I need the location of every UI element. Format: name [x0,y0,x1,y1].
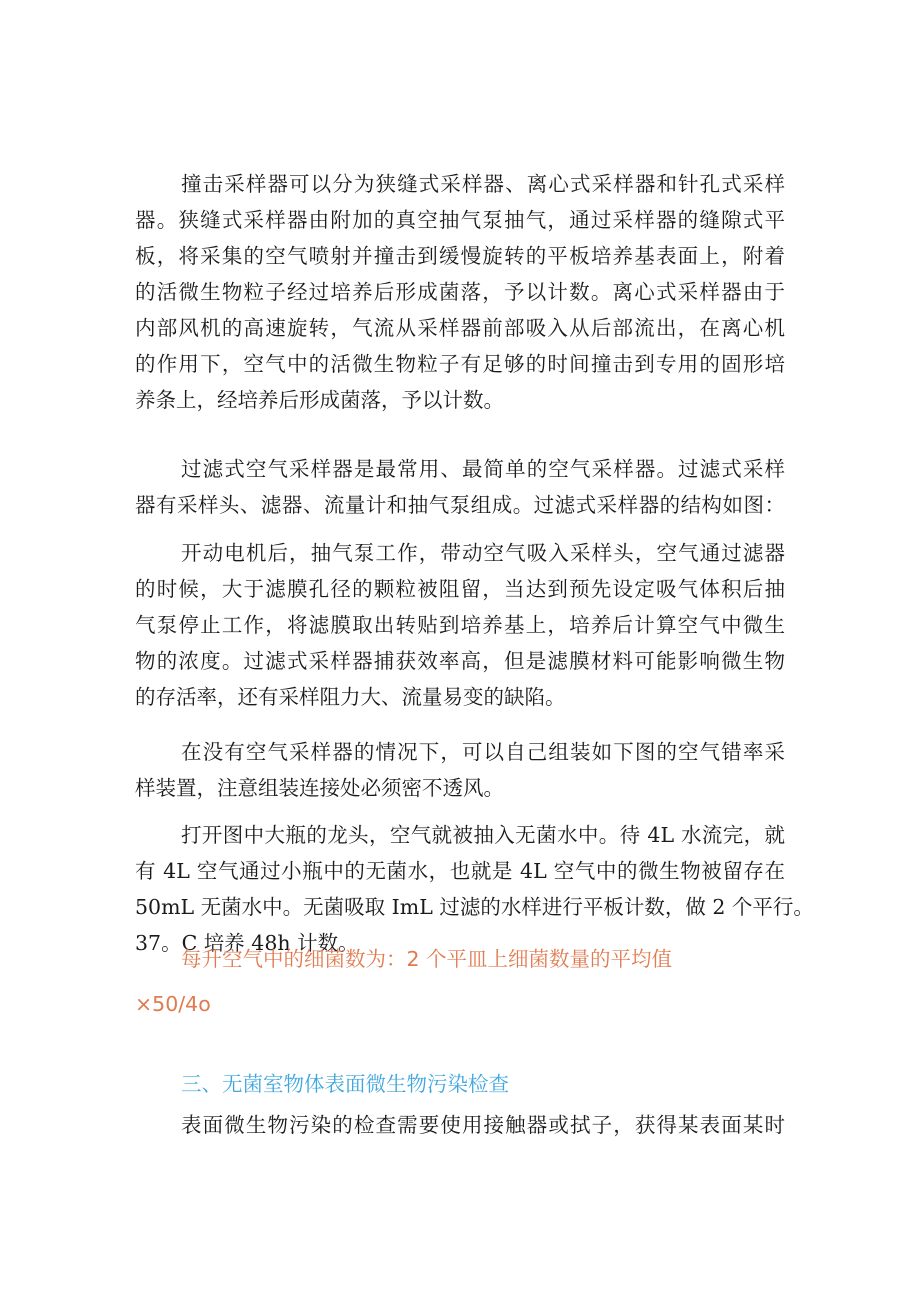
text-line: 养条上，经培养后形成菌落，予以计数。 [135,388,504,412]
text-line: 器有采样头、滤器、流量计和抽气泵组成。过滤式采样器的结构如图： [135,493,785,517]
text-line: 的作用下，空气中的活微生物粒子有足够的时间撞击到专用的固形培 [135,352,785,376]
text-line: 开动电机后，抽气泵工作，带动空气吸入采样头，空气通过滤器 [181,541,785,565]
paragraph-filter-procedure [135,535,785,715]
text-line: 有 4L 空气通过小瓶中的无菌水，也就是 4L 空气中的微生物被留存在 [135,859,785,883]
section-title: 三、无菌室物体表面微生物污染检查 [181,1072,509,1096]
formula-block [135,941,785,977]
formula-line: ×50/4o [135,992,211,1016]
text-line: 器。狭缝式采样器由附加的真空抽气泵抽气，通过采样器的缝隙式平 [135,208,785,232]
text-line: 样装置，注意组装连接处必须密不透风。 [135,776,504,800]
paragraph-impact-sampler [135,166,785,418]
text-line: 物的浓度。过滤式采样器捕获效率高，但是滤膜材料可能影响微生物 [135,649,785,673]
paragraph-filter-sampler [135,451,785,523]
text-line: 撞击采样器可以分为狭缝式采样器、离心式采样器和针孔式采样 [181,172,785,196]
text-line: 气泵停止工作，将滤膜取出转贴到培养基上，培养后计算空气中微生 [135,613,785,637]
text-line: 过滤式空气采样器是最常用、最简单的空气采样器。过滤式采样 [181,457,785,481]
paragraph-diy-device [135,734,785,806]
text-line: 在没有空气采样器的情况下，可以自己组装如下图的空气错率采 [181,740,785,764]
text-line: 37。C 培养 48h 计数。 [135,931,359,955]
text-line: 的活微生物粒子经过培养后形成菌落，予以计数。离心式采样器由于 [135,280,785,304]
text-line: 的存活率，还有采样阻力大、流量易变的缺陷。 [135,685,566,709]
formula-block-2 [135,986,785,1022]
text-line: 的时候，大于滤膜孔径的颗粒被阻留，当达到预先设定吸气体积后抽 [135,577,785,601]
text-line: 表面微生物污染的检查需要使用接触器或拭子，获得某表面某时 [181,1113,785,1137]
text-line: 内部风机的高速旋转，气流从采样器前部吸入从后部流出，在离心机 [135,316,785,340]
paragraph-procedure [135,817,814,961]
text-line: 板，将采集的空气喷射并撞击到缓慢旋转的平板培养基表面上，附着 [135,244,785,268]
paragraph-surface-check [135,1107,785,1143]
formula-line: 每升空气中的细菌数为：2 个平皿上细菌数量的平均值 [181,947,673,971]
section-heading [135,1066,785,1102]
text-line: 50mL 无菌水中。无菌吸取 ImL 过滤的水样进行平板计数，做 2 个平行。 [135,895,814,919]
text-line: 打开图中大瓶的龙头，空气就被抽入无菌水中。待 4L 水流完，就 [181,823,785,847]
